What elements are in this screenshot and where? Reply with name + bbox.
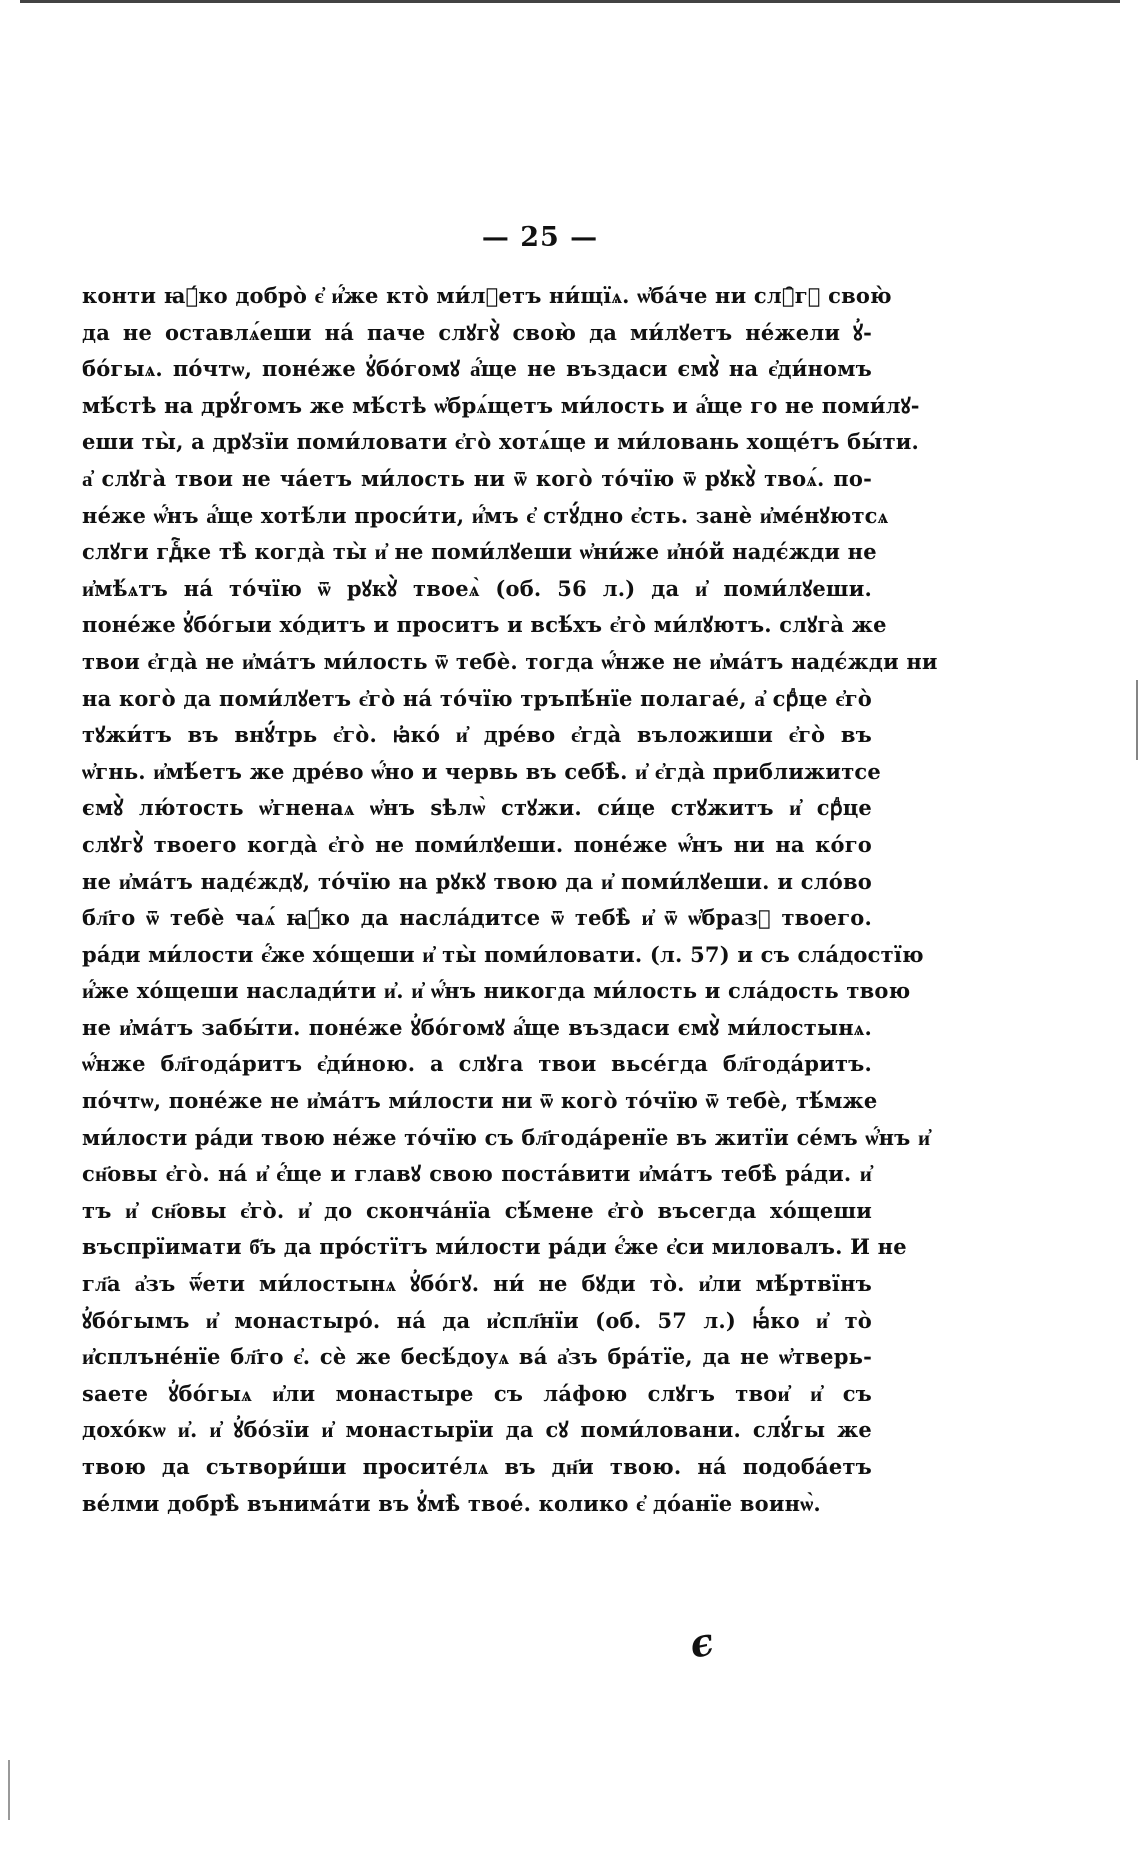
text-line: тъ и҆ сн҃овы є҆го̀. и҆ до сконча́нїа сѣ́мене є҆го̀ въсегда хо́щеши bbox=[82, 1197, 872, 1223]
text-line: ми́лости ра́ди твою не́же то́чїю съ бл҃года́ренїе въ житїи се́мъ ѡ҆́нъ и҆ bbox=[82, 1124, 931, 1150]
top-edge-rule bbox=[20, 0, 1120, 7]
text-line: на кого̀ да поми́лꙋетъ є҆го̀ на́ то́чїю тръпѣ́нїе полагае́, а҆ срⷣце є҆го̀ bbox=[82, 685, 872, 711]
text-line: дохо́кѡ и҆. и҆ ꙋ҆бо́зїи и҆ монастырїи да сꙋ поми́ловани. слꙋ́гы же bbox=[82, 1417, 872, 1443]
body-text bbox=[82, 278, 938, 1522]
text-line: не и҆ма́тъ надє́ждꙋ, то́чїю на рꙋкꙋ твою да и҆ поми́лꙋеши. и сло́во bbox=[82, 868, 872, 894]
text-line: тꙋжи́тъ въ внꙋ́трь є҆го̀. ꙗ҆ко́ и҆ дре́во є҆гда̀ въложиши є҆го̀ въ bbox=[82, 722, 872, 748]
text-line: ве́лми добрѣ̀ вънима́ти въ ꙋ҆мѣ̀ твое́. колико є҆ до́анїе воинѡ̀. bbox=[82, 1490, 821, 1516]
text-line: слꙋгꙋ̀ твоего когда̀ є҆го̀ не поми́лꙋеши. поне́же ѡ҆́нъ ни на ко́го bbox=[82, 831, 872, 857]
text-line: ꙋ҆бо́гымъ и҆ монастыро́. на́ да и҆спл҃нїи (об. 57 л.) ꙗ҆́ко и҆ то̀ bbox=[82, 1307, 872, 1333]
text-line: ѡ҆́нже бл҃года́ритъ є҆ди́ною. а слꙋга твои вьсе́гда бл҃года́ритъ. bbox=[82, 1051, 872, 1077]
text-line: гл҃а а҆зъ ѿ́ети ми́лостынѧ ꙋ҆бо́гꙋ. ни́ не бꙋди то̀. и҆ли мѣ́ртвїнъ bbox=[82, 1271, 872, 1297]
text-line: да не оставлѧ́еши на́ паче слꙋгꙋ̀ свою̀ да ми́лꙋетъ не́жели ꙋ҆- bbox=[82, 319, 872, 345]
text-line: конти ꙗ҆́ко добро̀ є҆ и҆́же кто̀ ми́лꙋетъ ни́щїѧ. ѡ҆ба́че ни слꙋ̑гꙋ свою̀ bbox=[82, 283, 892, 308]
text-line: слꙋги гдⷭ҇ке тѣ̀ когда̀ ты̀ и҆ не поми́лꙋеши ѡ҆ни́же и҆но́й надє́жди не bbox=[82, 539, 877, 565]
text-line: сн҃овы є҆го̀. на́ и҆ є҆́ще и главꙋ свою поста́вити и҆ма́тъ тебѣ̀ ра́ди. и҆ bbox=[82, 1161, 872, 1187]
text-line: по́чтѡ, поне́же не и҆ма́тъ ми́лости ни ѿ кого̀ то́чїю ѿ тебѐ, тѣ́мже bbox=[82, 1088, 878, 1114]
text-line: и҆мѣ́ѧтъ на́ то́чїю ѿ рꙋкꙋ̀ твоеѧ̀ (об. 56 л.) да и҆ поми́лꙋеши. bbox=[82, 575, 872, 601]
right-edge-mark bbox=[1136, 680, 1140, 760]
text-line: ѕаете ꙋ҆бо́гыѧ и҆ли монастыре съ ла́фою слꙋгъ твои҆ и҆ съ bbox=[82, 1380, 872, 1406]
text-line: ра́ди ми́лости є҆́же хо́щеши и҆ ты̀ поми́ловати. (л. 57) и съ сла́достїю bbox=[82, 941, 924, 967]
text-line: не и҆ма́тъ забы́ти. поне́же ꙋ҆бо́гомꙋ а҆́ще въздаси ємꙋ̀ ми́лостынѧ. bbox=[82, 1014, 872, 1040]
text-line: твои є҆гда̀ не и҆ма́тъ ми́лость ѿ тебѐ. тогда ѡ҆́нже не и҆ма́тъ надє́жди ни bbox=[82, 648, 938, 674]
text-line: мѣ́стѣ на дрꙋ́гомъ же мѣ́стѣ ѡ҆брѧ́щетъ ми́лость и а҆́ще го не поми́лꙋ- bbox=[82, 392, 920, 418]
text-line: бл҃го ѿ тебѐ чаѧ́ ꙗ҆́ко да насла́дитсе ѿ тебѣ̀ и҆ ѿ ѡ҆бразꙋ твоего. bbox=[82, 905, 872, 931]
text-line: а҆ слꙋга̀ твои не ча́етъ ми́лость ни ѿ кого̀ то́чїю ѿ рꙋкꙋ̀ твоѧ́. по- bbox=[82, 465, 872, 491]
text-line: и҆́же хо́щеши наслади́ти и҆. и҆ ѡ҆́нъ никогда ми́лость и сла́дость твою bbox=[82, 978, 911, 1004]
text-line: твою да сътвори́ши просите́лѧ въ дн҃и твою. на́ подоба́етъ bbox=[82, 1454, 872, 1479]
text-line: ѡ҆гнь. и҆мѣ́етъ же дре́во ѡ҆́но и червь въ себѣ̀. и҆ є҆гда̀ приближитсе bbox=[82, 758, 881, 784]
page-number: — 25 — bbox=[481, 222, 599, 253]
text-line: поне́же ꙋ҆бо́гыи хо́дитъ и проситъ и всѣ́хъ є҆го̀ ми́лꙋютъ. слꙋга̀ же bbox=[82, 612, 887, 638]
left-edge-mark bbox=[8, 1760, 10, 1820]
text-line: въспрїимати б҃ъ да про́стїтъ ми́лости ра́ди є҆́же є҆си миловалъ. И не bbox=[82, 1234, 907, 1260]
text-line: не́же ѡ҆́нъ а҆́ще хотѣ́ли проси́ти, и҆́мъ є҆ стꙋ́дно є҆сть. занѐ и҆ме́нꙋютсѧ bbox=[82, 502, 889, 528]
handwritten-mark: є bbox=[685, 1618, 718, 1667]
text-line: и҆сплъне́нїе бл҃го є҆. сѐ же бесѣ́доуѧ ва́ а҆зъ бра́тїе, да не ѡ҆тверь- bbox=[82, 1344, 872, 1370]
text-line: ємꙋ̀ лю́тость ѡ҆гненаѧ ѡ҆нъ ѕѣлѡ̀ стꙋжи. си́це стꙋжитъ и҆ срⷣце bbox=[82, 795, 872, 821]
text-line: бо́гыѧ. по́чтѡ, поне́же ꙋ҆бо́гомꙋ а҆́ще не въздаси ємꙋ̀ на є҆ди́номъ bbox=[82, 356, 872, 382]
text-line: еши ты̀, а дрꙋзїи поми́ловати є҆го̀ хотѧ́ще и ми́ловань хоще́тъ бы́ти. bbox=[82, 429, 920, 455]
